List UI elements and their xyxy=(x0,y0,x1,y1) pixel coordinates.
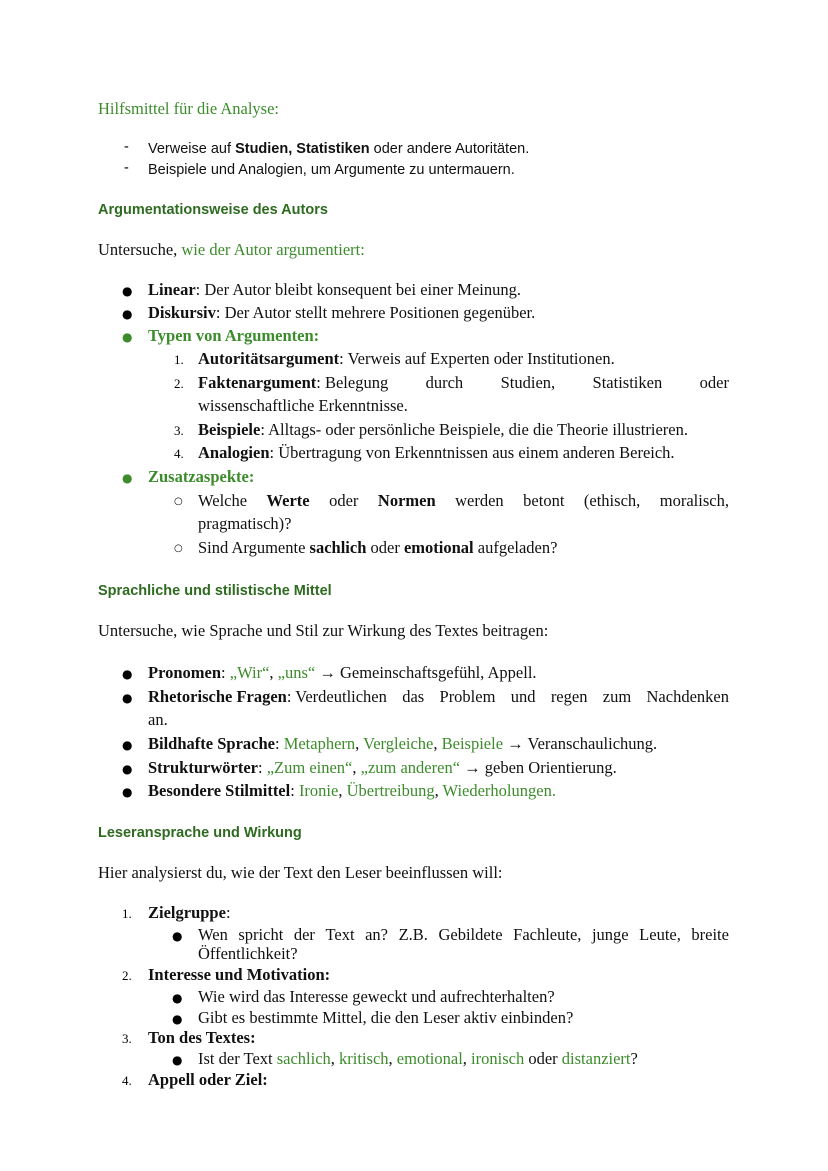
hilfsmittel-title: Hilfsmittel für die Analyse: xyxy=(98,99,280,118)
bullet-icon: ● xyxy=(172,991,183,1005)
sprache-strukturwoerter: Strukturwörter: „Zum einen“, „zum anderen“ → geben Orientierung. xyxy=(148,758,617,777)
bullet-icon: ● xyxy=(172,1053,183,1067)
bullet-icon: ● xyxy=(122,307,133,321)
argument-linear: Linear: Der Autor bleibt konsequent bei einer Meinung. xyxy=(148,280,522,299)
typ-autoritaet: Autoritätsargument: Verweis auf Experten oder Institutionen. xyxy=(198,349,615,368)
argument-diskursiv: Diskursiv: Der Autor stellt mehrere Positionen gegenüber. xyxy=(148,303,536,322)
hilfsmittel-item-2: Beispiele und Analogien, um Argumente zu untermauern. xyxy=(148,162,515,178)
leser-zielgruppe: Zielgruppe: xyxy=(148,903,231,922)
typ-fakten-line1: Faktenargument: Belegung durch Studien, Statistiken oder xyxy=(198,373,729,392)
bullet-icon: ● xyxy=(122,330,133,344)
list-number: 3. xyxy=(122,1031,132,1046)
bullet-icon: ● xyxy=(122,471,133,485)
sprache-intro: Untersuche, wie Sprache und Stil zur Wirkung des Textes beitragen: xyxy=(98,621,549,640)
bullet-icon: ● xyxy=(122,284,133,298)
bullet-icon: ● xyxy=(122,762,133,776)
leser-appell: Appell oder Ziel: xyxy=(148,1070,268,1089)
ton-item: Ist der Text sachlich, kritisch, emotional, ironisch oder distanziert? xyxy=(198,1049,638,1068)
sprache-rhetorisch-line1: Rhetorische Fragen: Verdeutlichen das Problem und regen zum Nachdenken xyxy=(148,687,729,706)
zusatz-heading: Zusatzaspekte: xyxy=(148,467,255,486)
list-number: 1. xyxy=(174,352,184,367)
interesse-item-1: Wie wird das Interesse geweckt und aufrechterhalten? xyxy=(198,987,555,1006)
leser-interesse: Interesse und Motivation: xyxy=(148,965,331,984)
typ-fakten-line2: wissenschaftliche Erkenntnisse. xyxy=(198,396,408,415)
circle-bullet-icon: ○ xyxy=(174,496,183,507)
bullet-icon: ● xyxy=(122,667,133,681)
hilfsmittel-item-1: Verweise auf Studien, Statistiken oder andere Autoritäten. xyxy=(148,141,530,157)
dash-bullet: - xyxy=(124,139,129,155)
list-number: 4. xyxy=(174,446,184,461)
circle-bullet-icon: ○ xyxy=(174,543,183,554)
sprache-pronomen: Pronomen: „Wir“, „uns“ → Gemeinschaftsgefühl, Appell. xyxy=(148,663,537,682)
list-number: 1. xyxy=(122,906,132,921)
section-heading-argumentation: Argumentationsweise des Autors xyxy=(98,202,328,218)
interesse-item-2: Gibt es bestimmte Mittel, die den Leser aktiv einbinden? xyxy=(198,1008,574,1027)
zusatz-werte-line2: pragmatisch)? xyxy=(198,514,292,533)
bullet-icon: ● xyxy=(122,785,133,799)
zielgruppe-line1: Wen spricht der Text an? Z.B. Gebildete Fachleute, junge Leute, breite xyxy=(198,925,729,944)
typ-analogien: Analogien: Übertragung von Erkenntnissen aus einem anderen Bereich. xyxy=(198,443,675,462)
list-number: 3. xyxy=(174,423,184,438)
bullet-icon: ● xyxy=(122,691,133,705)
leser-intro: Hier analysierst du, wie der Text den Leser beeinflussen will: xyxy=(98,863,503,882)
bullet-icon: ● xyxy=(122,738,133,752)
list-number: 4. xyxy=(122,1073,132,1088)
sprache-bildhaft: Bildhafte Sprache: Metaphern, Vergleiche, Beispiele → Veranschaulichung. xyxy=(148,734,658,753)
argumentation-intro: Untersuche, wie der Autor argumentiert: xyxy=(98,240,365,259)
zielgruppe-line2: Öffentlichkeit? xyxy=(198,944,298,963)
section-heading-sprache: Sprachliche und stilistische Mittel xyxy=(98,583,332,599)
sprache-stilmittel: Besondere Stilmittel: Ironie, Übertreibung, Wiederholungen. xyxy=(148,781,556,800)
bullet-icon: ● xyxy=(172,1012,183,1026)
typ-beispiele: Beispiele: Alltags- oder persönliche Beispiele, die die Theorie illustrieren. xyxy=(198,420,688,439)
bullet-icon: ● xyxy=(172,929,183,943)
list-number: 2. xyxy=(122,968,132,983)
zusatz-sachlich: Sind Argumente sachlich oder emotional aufgeladen? xyxy=(198,538,558,557)
dash-bullet: - xyxy=(124,160,129,176)
list-number: 2. xyxy=(174,376,184,391)
section-heading-leser: Leseransprache und Wirkung xyxy=(98,825,302,841)
leser-ton: Ton des Textes: xyxy=(148,1028,256,1047)
zusatz-werte-line1: Welche Werte oder Normen werden betont (ethisch, moralisch, xyxy=(198,491,729,510)
typen-heading: Typen von Argumenten: xyxy=(148,326,320,345)
sprache-rhetorisch-line2: an. xyxy=(148,710,168,729)
